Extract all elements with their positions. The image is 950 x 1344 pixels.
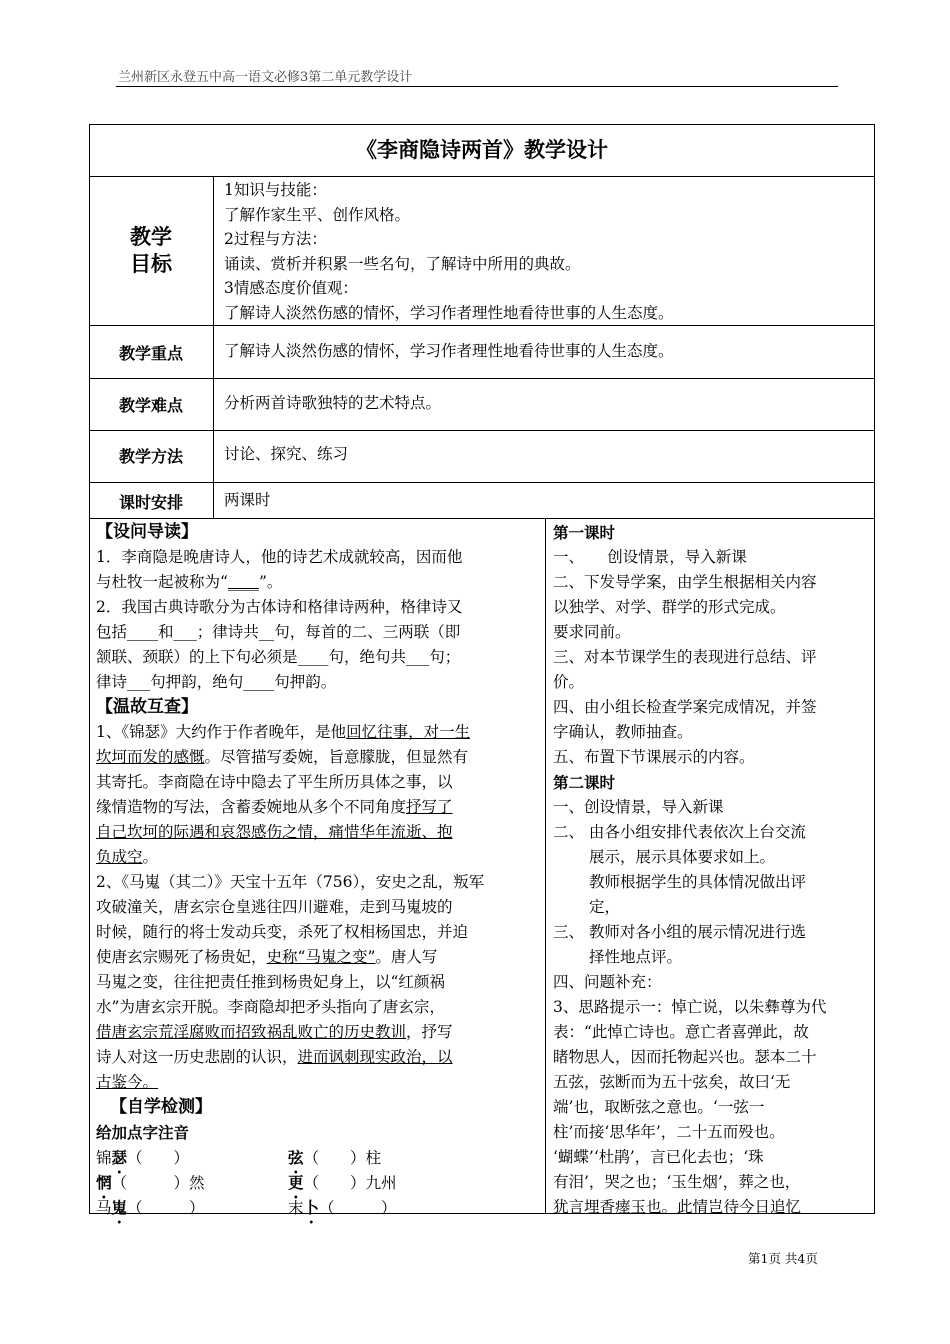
step-line: 三、对本节课学生的表现进行总结、评 (553, 648, 817, 666)
question-line (96, 645, 542, 670)
goals-content (224, 178, 674, 325)
text-run: 时候，随行的将士发动兵变，杀死了权相杨国忠，并迫 (96, 923, 469, 941)
paragraph-line (96, 870, 542, 895)
column-divider (213, 176, 214, 518)
question-line (96, 670, 542, 695)
lesson-steps (553, 545, 871, 770)
question-line (96, 570, 542, 595)
question-line (96, 620, 542, 645)
step-line: 五、布置下节课展示的内容。 (553, 748, 755, 766)
text-run: 句押韵。 (274, 673, 337, 691)
underlined-text: 回忆往事，对一生 (346, 723, 471, 741)
pinyin-item (288, 1195, 397, 1227)
pinyin-row (96, 1170, 542, 1195)
row-label-focus: 教学重点 (118, 344, 183, 363)
dotted-character: 嵬 (111, 1198, 128, 1217)
paragraph-line (96, 795, 542, 820)
step-line: 定， (589, 898, 621, 916)
underlined-text: 抒写了 (406, 798, 453, 816)
row-divider (89, 378, 875, 379)
dotted-character: 瑟 (111, 1148, 128, 1167)
text-run: 2、《马嵬（其二）》天宝十五年（756），安史之乱，叛军 (96, 873, 485, 891)
goal-line: 诵读、赏析并积累一些名句，了解诗中所用的典故。 (224, 254, 581, 273)
step-line: 展示，展示具体要求如上。 (589, 848, 776, 866)
lesson-steps (553, 795, 871, 1220)
goal-line: 了解诗人淡然伤感的情怀，学习作者理性地看待世事的人生态度。 (224, 303, 674, 322)
step-line: 价。 (553, 673, 585, 691)
answer-blank[interactable]: （ ） (127, 1199, 205, 1217)
step-line: 二、下发导学案，由学生根据相关内容 (553, 573, 817, 591)
paragraph-line (96, 895, 542, 920)
answer-blank[interactable]: （ ） (127, 1149, 190, 1167)
step-line: 五弦，弦断而为五十弦矣，故曰‘无 (553, 1073, 791, 1091)
dotted-character: 卜 (303, 1198, 320, 1217)
text-run: 水”为唐玄宗开脱。李商隐却把矛头指向了唐玄宗， (96, 998, 445, 1016)
answer-blank[interactable]: ____ (297, 648, 329, 666)
row-divider (89, 176, 875, 177)
underlined-text: 自己坎坷的际遇和哀怨感伤之情，痛惜华年流逝、抱 (96, 823, 453, 841)
step-line: 择性地点评。 (589, 948, 683, 966)
question-line: 2．我国古典诗歌分为古体诗和格律诗两种，格律诗又 (96, 598, 463, 616)
answer-blank[interactable]: （ ）柱 (303, 1149, 382, 1167)
text-run: ，抒写 (406, 1023, 453, 1041)
row-content-schedule (224, 488, 271, 513)
step-line: 表：“此悼亡诗也。意亡者喜弹此，故 (553, 1023, 809, 1041)
paragraph-line (96, 845, 542, 870)
text-run: 马嵬之变，往往把责任推到杨贵妃身上，以“红颜祸 (96, 973, 445, 991)
text-run: 其寄托。李商隐在诗中隐去了平生所历具体之事，以 (96, 773, 453, 791)
goal-line: 3情感态度价值观： (224, 279, 358, 297)
answer-blank[interactable]: （ ） (319, 1199, 397, 1217)
paragraph-line (96, 720, 542, 745)
dotted-character: 更 (288, 1173, 304, 1192)
pinyin-item (96, 1174, 205, 1192)
underlined-text: 坎坷而发的感慨 (96, 748, 205, 766)
page-footer: 第1页 共4页 (748, 1251, 818, 1266)
answer-blank[interactable]: ___ (406, 648, 430, 666)
row-text: 两课时 (224, 491, 271, 509)
goal-line: 2过程与方法： (224, 230, 327, 248)
goals-label (89, 224, 213, 278)
pinyin-row (96, 1145, 542, 1170)
text-run: 句； (429, 648, 461, 666)
text-run: 诗人对这一历史悲剧的认识， (96, 1048, 298, 1066)
header-text: 兰州新区永登五中高一语文必修3第二单元教学设计 (118, 70, 413, 85)
row-content-method (224, 442, 348, 467)
section-heading: 【设问导读】 (96, 522, 198, 542)
goal-line: 了解作家生平、创作风格。 (224, 205, 411, 224)
goal-line: 1知识与技能： (224, 181, 327, 199)
text-run: 。唐人写 (375, 948, 438, 966)
answer-blank[interactable]: ____ (227, 573, 259, 591)
step-line: 3、思路提示一：悼亡说，以朱彝尊为代 (553, 998, 827, 1016)
step-line: 教师根据学生的具体情况做出评 (589, 873, 807, 891)
step-line: 犹言埋香瘗玉也。此情岂待今日追忆 (553, 1198, 802, 1216)
right-column (553, 520, 871, 1220)
text-run: 锦 (96, 1149, 112, 1167)
text-run: 攻破潼关，唐玄宗仓皇逃往四川避难，走到马嵬坡的 (96, 898, 453, 916)
step-line: 字确认，教师抽查。 (553, 723, 693, 741)
underlined-text: 史称“马嵬之变” (266, 948, 376, 966)
text-run: 和 (158, 623, 174, 641)
answer-blank[interactable]: ____ (243, 673, 275, 691)
answer-blank[interactable]: ___ (127, 673, 151, 691)
text-run: 句，每首的二、三两联（即 (274, 623, 461, 641)
step-line: 二、 由各小组安排代表依次上台交流 (553, 823, 806, 841)
text-run: 1、《锦瑟》大约作于作者晚年，是他 (96, 723, 347, 741)
pinyin-row (96, 1195, 542, 1220)
left-column (96, 520, 542, 1220)
text-run: 使唐玄宗赐死了杨贵妃， (96, 948, 267, 966)
text-run: 句押韵，绝句 (150, 673, 244, 691)
dotted-character: 惘 (96, 1173, 112, 1192)
text-run: 颔联、颈联）的上下句必须是 (96, 648, 298, 666)
document-title: 《李商隐诗两首》教学设计 (356, 137, 608, 162)
review-paragraph (96, 720, 542, 870)
text-run: 包括 (96, 623, 128, 641)
row-divider (89, 325, 875, 326)
lesson-heading: 第一课时 (553, 523, 616, 542)
paragraph-line (96, 920, 542, 945)
text-run: 缘情造物的写法，含蓄委婉地从多个不同角度 (96, 798, 407, 816)
row-divider (89, 430, 875, 431)
pinyin-item (96, 1149, 189, 1167)
paragraph-line (96, 820, 542, 845)
text-run: 。 (142, 848, 159, 866)
paragraph-line (96, 970, 542, 995)
paragraph-line (96, 945, 542, 970)
question-line: 1．李商隐是晚唐诗人，他的诗艺术成就较高，因而他 (96, 548, 463, 566)
answer-blank[interactable]: ____ (127, 623, 159, 641)
paragraph-line (96, 1045, 542, 1070)
underlined-text: 古鉴今。 (96, 1073, 159, 1091)
paragraph-line (96, 770, 542, 795)
header-rule (116, 86, 838, 87)
row-text: 分析两首诗歌独特的艺术特点。 (224, 394, 442, 412)
pinyin-item (96, 1199, 205, 1217)
paragraph-line (96, 995, 542, 1020)
step-line: 四、由小组长检查学案完成情况，并签 (553, 698, 817, 716)
section-heading: 【自学检测】 (110, 1097, 212, 1117)
row-label-method: 教学方法 (118, 447, 183, 466)
paragraph-line (96, 745, 542, 770)
section-heading: 【温故互查】 (96, 697, 198, 717)
paragraph-line (96, 1070, 542, 1095)
step-line: 要求同前。 (553, 623, 631, 641)
review-paragraph (96, 870, 542, 1095)
row-content-focus (224, 339, 674, 364)
row-text: 了解诗人淡然伤感的情怀，学习作者理性地看待世事的人生态度。 (224, 342, 674, 360)
subheading: 给加点字注音 (96, 1123, 190, 1142)
answer-blank[interactable]: （ ）然 (111, 1174, 205, 1192)
column-divider (545, 518, 546, 1214)
answer-blank[interactable]: __ (258, 623, 275, 641)
step-line: 以独学、对学、群学的形式完成。 (553, 598, 786, 616)
dotted-character: 弦 (288, 1148, 304, 1167)
step-line: 一、 创设情景，导入新课 (553, 548, 747, 566)
row-content-difficulty (224, 391, 441, 416)
row-label-difficulty: 教学难点 (118, 396, 183, 415)
paragraph-line (96, 1020, 542, 1045)
step-line: ‘蝴蝶’‘杜鹃’，言已化去也；‘珠 (553, 1148, 764, 1166)
underlined-text: 借唐玄宗荒淫腐败而招致祸乱败亡的历史教训 (96, 1023, 407, 1041)
step-line: 端’也，取断弦之意也。‘一弦一 (553, 1098, 765, 1116)
row-label-schedule: 课时安排 (118, 493, 183, 512)
step-line: 睹物思人，因而托物起兴也。瑟本二十 (553, 1048, 817, 1066)
text-run: 马 (96, 1199, 112, 1217)
pinyin-exercise (96, 1145, 542, 1220)
text-run: 与杜牧一起被称为“ (96, 573, 228, 591)
text-run: 末 (288, 1199, 304, 1217)
goals-label-line: 目标 (130, 252, 172, 276)
text-run: 句，绝句共 (328, 648, 407, 666)
step-line: 柱’而接‘思华年’，二十五而殁也。 (553, 1123, 785, 1141)
step-line: 三、 教师对各小组的展示情况进行选 (553, 923, 806, 941)
row-text: 讨论、探究、练习 (224, 445, 349, 463)
row-divider (89, 518, 875, 519)
step-line: 有泪’，哭之也；‘玉生烟’，葬之也， (553, 1173, 801, 1191)
goals-label-line: 教学 (130, 225, 172, 249)
text-run: 。尽管描写委婉，旨意朦胧，但显然有 (204, 748, 469, 766)
text-run: ；律诗共 (196, 623, 259, 641)
step-line: 一、创设情景，导入新课 (553, 798, 724, 816)
underlined-text: 负成空 (96, 848, 143, 866)
text-run: ”。 (258, 573, 283, 591)
step-line: 四、问题补充： (553, 973, 662, 991)
text-run: 律诗 (96, 673, 128, 691)
lesson-heading: 第二课时 (553, 773, 616, 792)
answer-blank[interactable]: （ ）九州 (303, 1174, 397, 1192)
answer-blank[interactable]: ___ (173, 623, 197, 641)
row-divider (89, 482, 875, 483)
underlined-text: 进而讽刺现实政治，以 (297, 1048, 453, 1066)
